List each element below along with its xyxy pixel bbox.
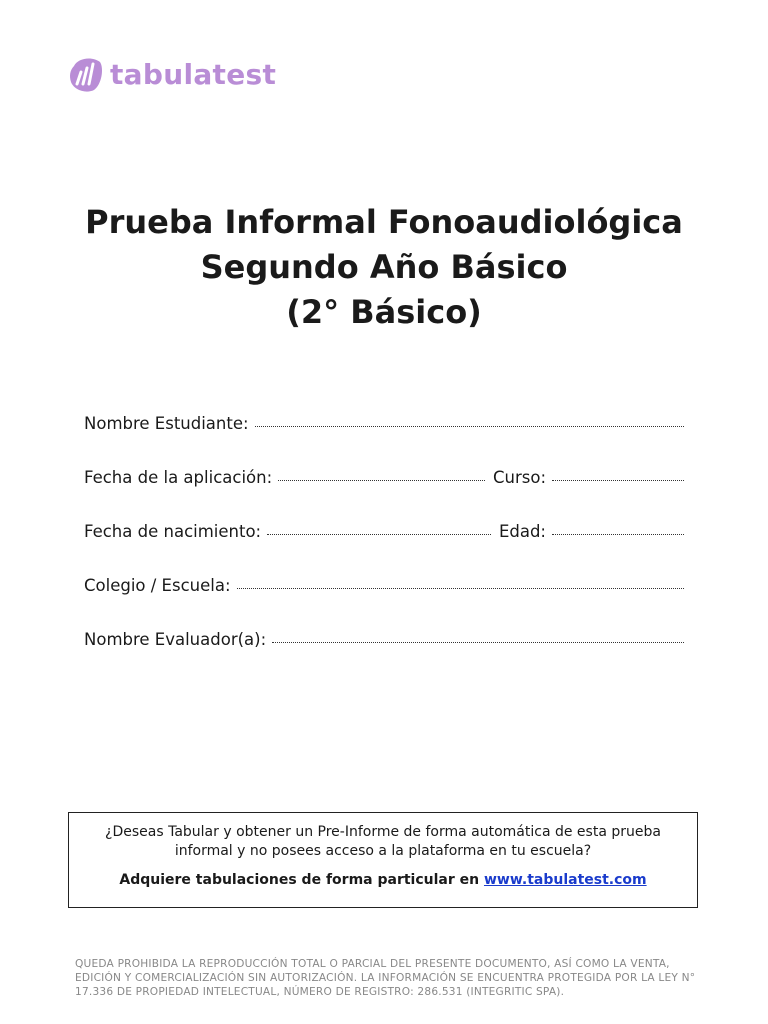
tabulatest-logo-icon — [68, 54, 104, 94]
student-info-form — [84, 414, 684, 684]
title-line-3: (2° Básico) — [286, 293, 482, 331]
application-date-row — [84, 468, 684, 522]
age-label: Edad: — [498, 522, 546, 541]
birth-date-row — [84, 522, 684, 576]
evaluator-label: Nombre Evaluador(a): — [84, 630, 267, 649]
school-field[interactable] — [237, 576, 684, 589]
tabulation-notice-box — [68, 812, 698, 908]
notice-cta — [69, 871, 697, 890]
birth-date-field[interactable] — [267, 522, 491, 535]
legal-disclaimer: QUEDA PROHIBIDA LA REPRODUCCIÓN TOTAL O PARCIAL DEL PRESENTE DOCUMENTO, ASÍ COMO LA VENTA, EDICIÓN Y COMERCIALIZACIÓN SIN AUTORIZACIÓN. LA INFORMACIÓN SE ENCUENTRA PROTEGIDA POR LA LEY N° 17.336 DE PROPIEDAD INTELECTUAL, NÚMERO DE REGISTRO: 286.531 (INTEGRITIC SPA). — [75, 958, 696, 998]
logo — [68, 52, 276, 96]
logo-text: tabulatest — [110, 57, 277, 91]
title-line-2: Segundo Año Básico — [200, 248, 568, 286]
document-title — [0, 200, 768, 334]
course-field[interactable] — [552, 468, 684, 481]
student-name-row — [84, 414, 684, 468]
evaluator-row — [84, 630, 684, 684]
course-label: Curso: — [492, 468, 546, 487]
evaluator-field[interactable] — [272, 630, 684, 643]
notice-cta-text: Adquiere tabulaciones de forma particular en — [119, 872, 480, 888]
student-name-field[interactable] — [255, 414, 684, 427]
age-field[interactable] — [552, 522, 684, 535]
birth-date-label: Fecha de nacimiento: — [84, 522, 262, 541]
application-date-label: Fecha de la aplicación: — [84, 468, 273, 487]
application-date-field[interactable] — [278, 468, 485, 481]
school-label: Colegio / Escuela: — [84, 576, 231, 595]
notice-question: ¿Deseas Tabular y obtener un Pre-Informe de forma automática de esta prueba informal y no posees acceso a la plataforma en tu escuela? — [105, 824, 661, 859]
student-name-label: Nombre Estudiante: — [84, 414, 249, 433]
school-row — [84, 576, 684, 630]
title-line-1: Prueba Informal Fonoaudiológica — [85, 203, 683, 241]
tabulatest-link[interactable]: www.tabulatest.com — [483, 872, 647, 888]
